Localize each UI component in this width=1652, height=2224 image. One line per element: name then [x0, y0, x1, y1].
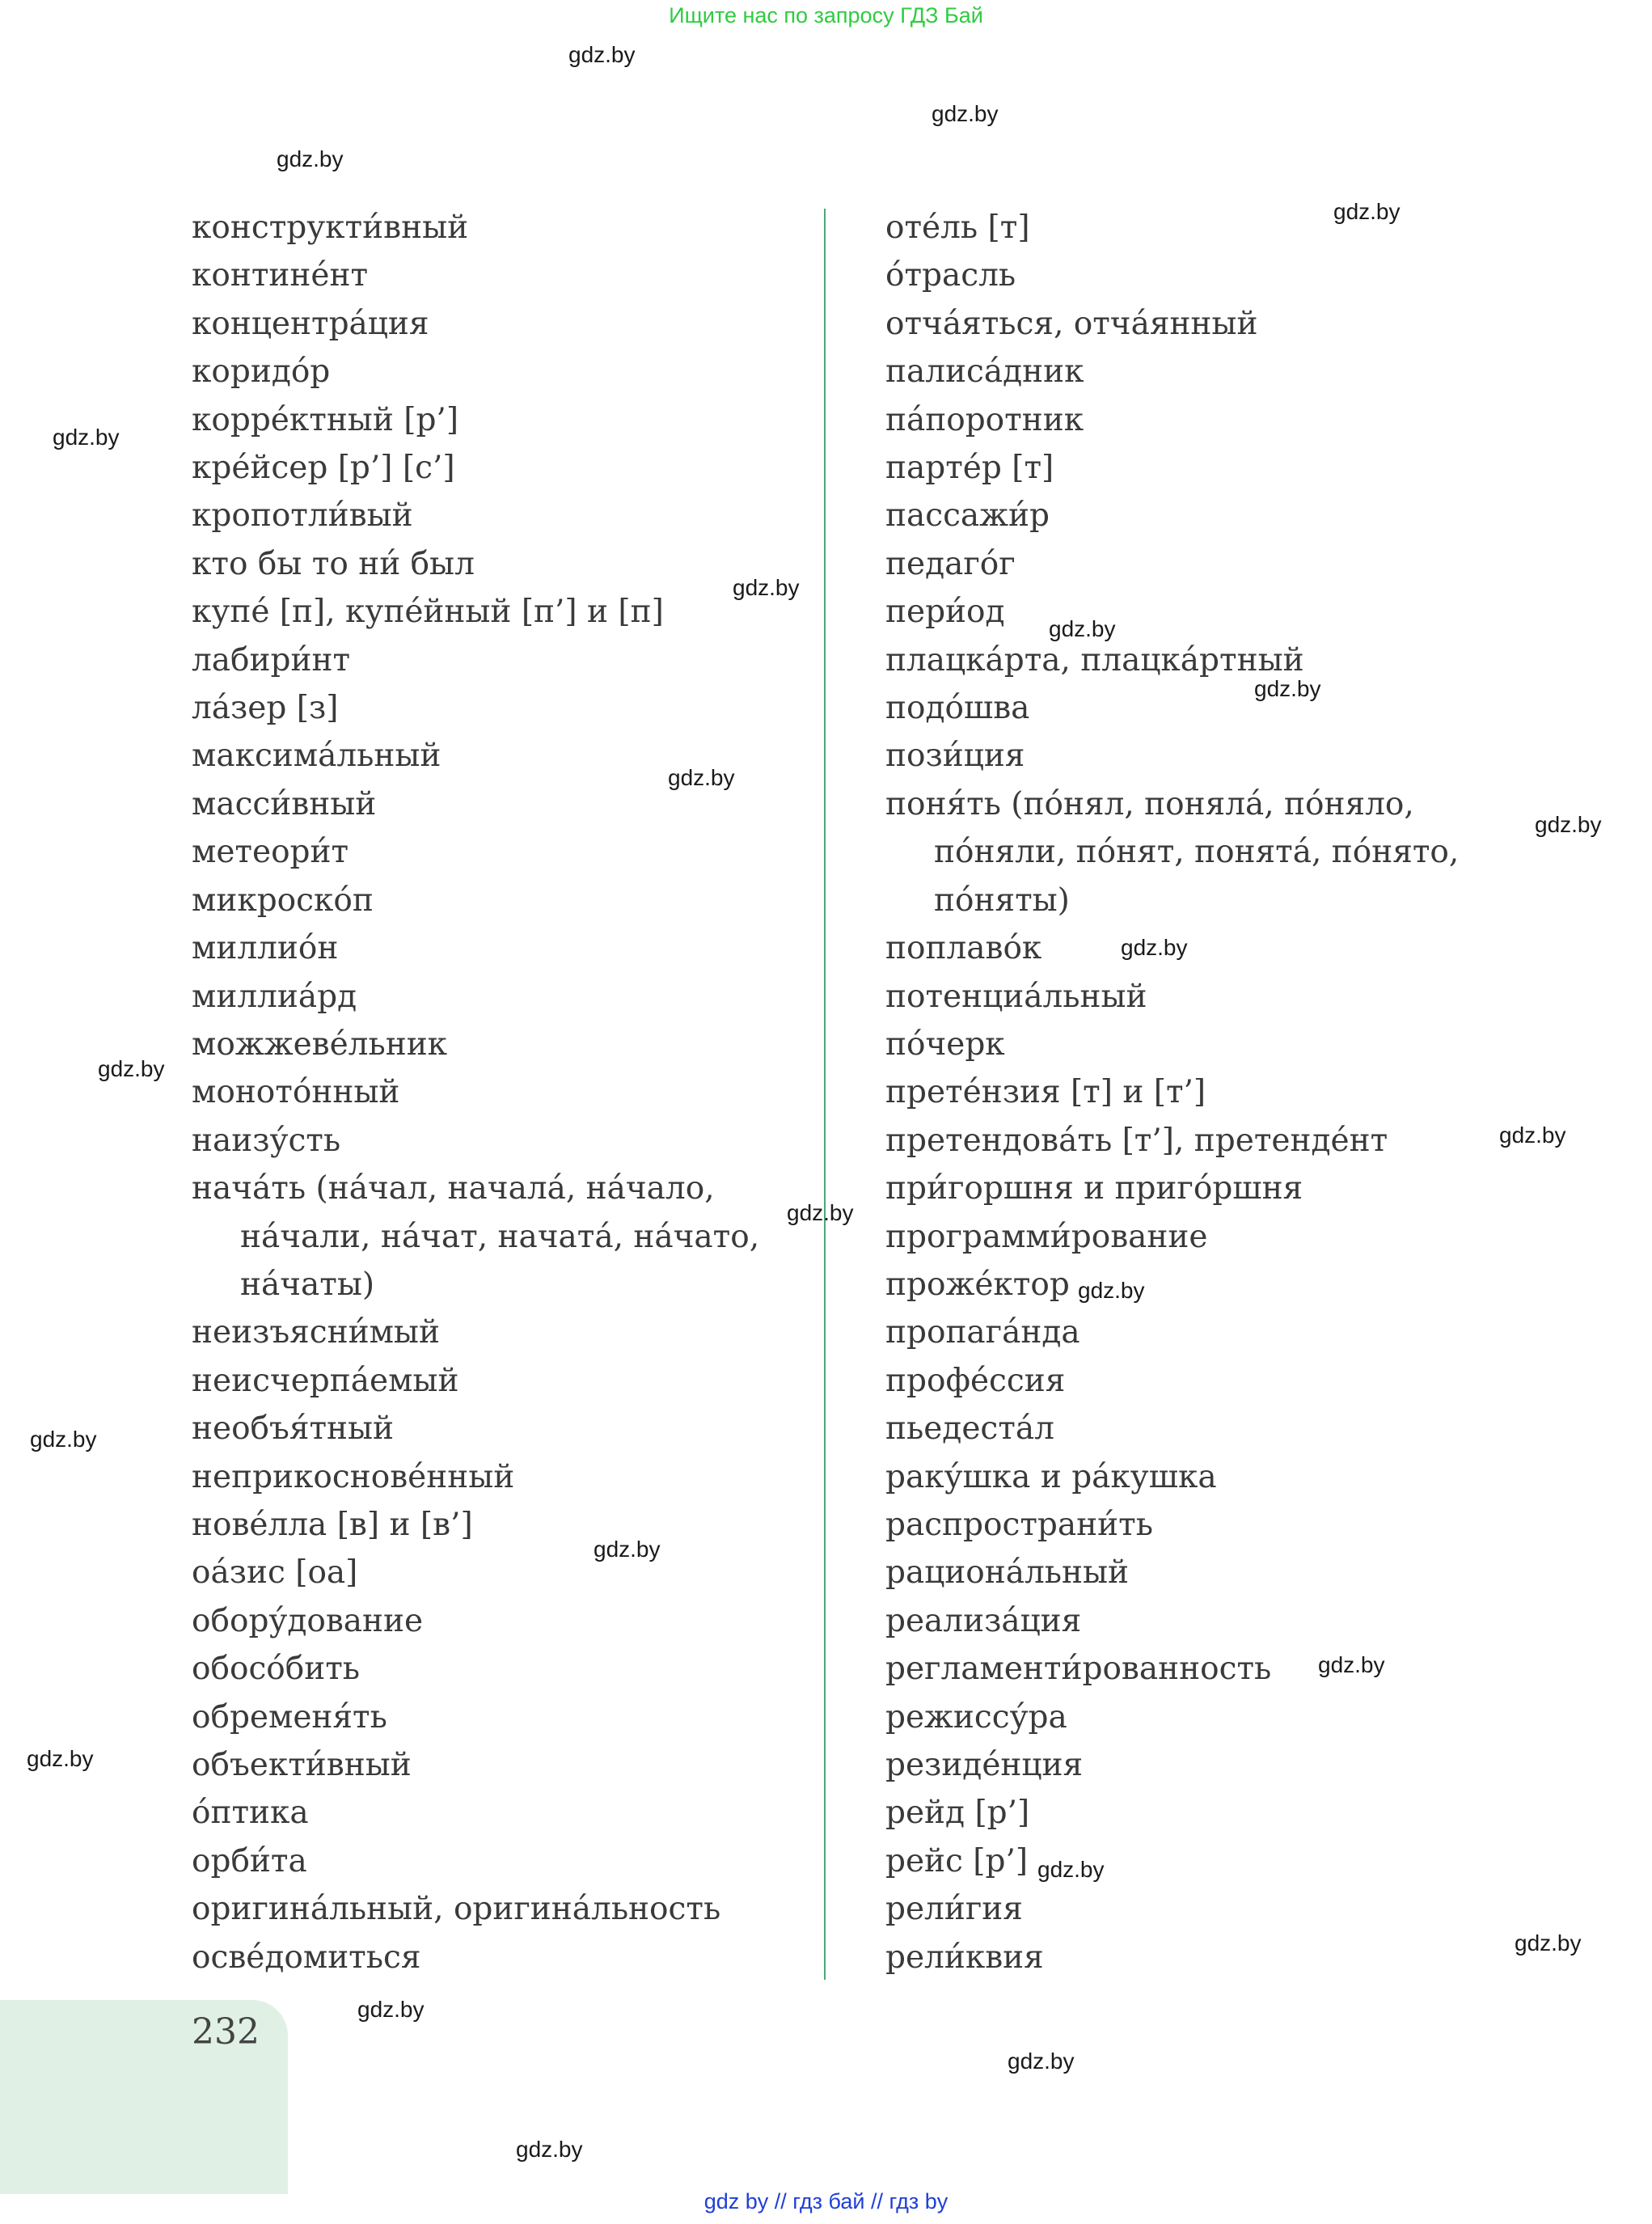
word-entry: обременя́ть	[192, 1698, 387, 1736]
word-entry: кропотли́вый	[192, 497, 413, 535]
word-entry: при́горшня и приго́ршня	[885, 1170, 1303, 1207]
word-entry: обору́дование	[192, 1602, 424, 1639]
word-entry: пассажи́р	[885, 497, 1050, 535]
word-entry: прете́нзия [т] и [т’]	[885, 1074, 1206, 1111]
watermark: gdz.by	[1515, 1930, 1582, 1956]
word-entry: неизъясни́мый	[192, 1314, 440, 1351]
word-entry: распространи́ть	[885, 1506, 1153, 1543]
top-banner: Ищите нас по запросу ГДЗ Бай	[669, 3, 983, 27]
word-entry: нове́лла [в] и [в’]	[192, 1506, 473, 1543]
word-entry: неисчерпа́емый	[192, 1362, 459, 1399]
word-entry: профе́ссия	[885, 1362, 1066, 1399]
watermark: gdz.by	[1535, 812, 1602, 837]
word-entry: кре́йсер [р’] [с’]	[192, 450, 455, 487]
word-entry: осве́домиться	[192, 1939, 421, 1976]
watermark: gdz.by	[568, 42, 636, 67]
watermark: gdz.by	[27, 1746, 94, 1771]
word-entry: поплаво́к	[885, 930, 1042, 967]
word-entry: раку́шка и ра́кушка	[885, 1458, 1217, 1495]
word-entry: программи́рование	[885, 1218, 1208, 1255]
word-entry: претендова́ть [т’], претенде́нт	[885, 1122, 1388, 1159]
watermark: gdz.by	[30, 1427, 97, 1452]
word-entry: миллио́н	[192, 930, 339, 967]
watermark: gdz.by	[98, 1056, 165, 1081]
word-entry: можжеве́льник	[192, 1025, 448, 1063]
right-word-column	[885, 204, 1459, 1981]
column-divider	[824, 209, 826, 1980]
watermark: gdz.by	[1318, 1652, 1385, 1677]
word-entry: реализа́ция	[885, 1602, 1082, 1639]
word-entry: рейс [р’]	[885, 1842, 1029, 1879]
footer-links: gdz by // гдз бай // гдз by	[703, 2189, 949, 2213]
word-entry: ла́зер [з]	[192, 690, 339, 727]
watermark: gdz.by	[277, 146, 344, 171]
watermark: gdz.by	[1049, 616, 1116, 641]
word-entry: купе́ [п], купе́йный [п’] и [п]	[192, 594, 664, 631]
word-entry: прожéктор	[885, 1266, 1070, 1303]
watermark: gdz.by	[787, 1200, 854, 1225]
watermark: gdz.by	[357, 1997, 425, 2022]
word-entry: пропага́нда	[885, 1314, 1080, 1351]
word-entry-continuation: на́чали, на́чат, начата́, на́чато,	[240, 1218, 760, 1255]
word-entry: кто бы то ни́ был	[192, 545, 475, 582]
word-entry: о́трасль	[885, 257, 1016, 294]
word-entry: педаго́г	[885, 545, 1016, 582]
word-entry-continuation: по́няты)	[934, 882, 1070, 919]
word-entry: наизу́сть	[192, 1122, 341, 1159]
word-entry: оте́ль [т]	[885, 209, 1030, 246]
watermark: gdz.by	[53, 425, 120, 450]
word-entry: необъя́тный	[192, 1410, 395, 1448]
word-entry: максима́льный	[192, 738, 442, 775]
word-entry: коридо́р	[192, 353, 331, 391]
word-entry: подо́шва	[885, 690, 1030, 727]
left-word-column	[192, 204, 759, 1981]
watermark: gdz.by	[1008, 2049, 1075, 2074]
watermark: gdz.by	[733, 575, 800, 600]
word-entry: оа́зис [оа]	[192, 1554, 358, 1592]
word-entry: пози́ция	[885, 738, 1025, 775]
watermark: gdz.by	[1078, 1278, 1145, 1303]
word-entry: обосо́бить	[192, 1651, 361, 1688]
word-entry: метеори́т	[192, 834, 349, 871]
watermark: gdz.by	[1254, 676, 1321, 701]
word-entry-continuation: на́чаты)	[240, 1266, 375, 1303]
word-entry: палиса́дник	[885, 353, 1084, 391]
watermark: gdz.by	[594, 1537, 661, 1562]
word-entry: рели́квия	[885, 1939, 1044, 1976]
watermark: gdz.by	[1333, 199, 1401, 224]
watermark: gdz.by	[1037, 1857, 1105, 1882]
word-entry: плацка́рта, плацка́ртный	[885, 641, 1304, 679]
word-entry: рациона́льный	[885, 1554, 1130, 1592]
word-entry: по́черк	[885, 1025, 1005, 1063]
word-entry: резиде́нция	[885, 1747, 1084, 1783]
watermark: gdz.by	[516, 2137, 583, 2162]
word-entry: потенциа́льный	[885, 978, 1147, 1015]
word-entry: концентра́ция	[192, 305, 429, 342]
page-number: 232	[192, 2011, 260, 2053]
word-entry: рели́гия	[885, 1891, 1023, 1928]
word-entry: пьедеста́л	[885, 1410, 1054, 1448]
watermark: gdz.by	[932, 101, 999, 126]
word-entry: оригина́льный, оригина́льность	[192, 1891, 721, 1928]
word-entry: моното́нный	[192, 1074, 400, 1111]
word-entry-continuation: по́няли, по́нят, понята́, по́нято,	[934, 834, 1460, 871]
word-entry: регламенти́рованность	[885, 1651, 1272, 1688]
word-entry: лабири́нт	[192, 641, 351, 679]
word-entry: парте́р [т]	[885, 450, 1054, 487]
word-entry: микроско́п	[192, 882, 374, 919]
word-entry: конструкти́вный	[192, 209, 469, 246]
word-entry: о́птика	[192, 1795, 309, 1832]
word-entry: орби́та	[192, 1842, 307, 1879]
word-entry: поня́ть (по́нял, поняла́, по́няло,	[885, 785, 1414, 822]
watermark: gdz.by	[1121, 935, 1188, 960]
word-entry: неприкоснове́нный	[192, 1458, 515, 1495]
word-entry: масси́вный	[192, 785, 377, 822]
word-entry: корре́ктный [р’]	[192, 401, 459, 438]
watermark: gdz.by	[1499, 1123, 1566, 1148]
word-entry: нача́ть (на́чал, начала́, на́чало,	[192, 1170, 715, 1207]
word-entry: па́поротник	[885, 401, 1084, 438]
word-entry: рейд [р’]	[885, 1795, 1030, 1832]
word-entry: миллиа́рд	[192, 978, 357, 1015]
word-entry: объекти́вный	[192, 1747, 412, 1783]
word-entry: контине́нт	[192, 257, 369, 294]
word-entry: пери́од	[885, 594, 1005, 631]
word-entry: режиссу́ра	[885, 1698, 1067, 1736]
watermark: gdz.by	[668, 765, 735, 790]
word-entry: отча́яться, отча́янный	[885, 305, 1258, 342]
